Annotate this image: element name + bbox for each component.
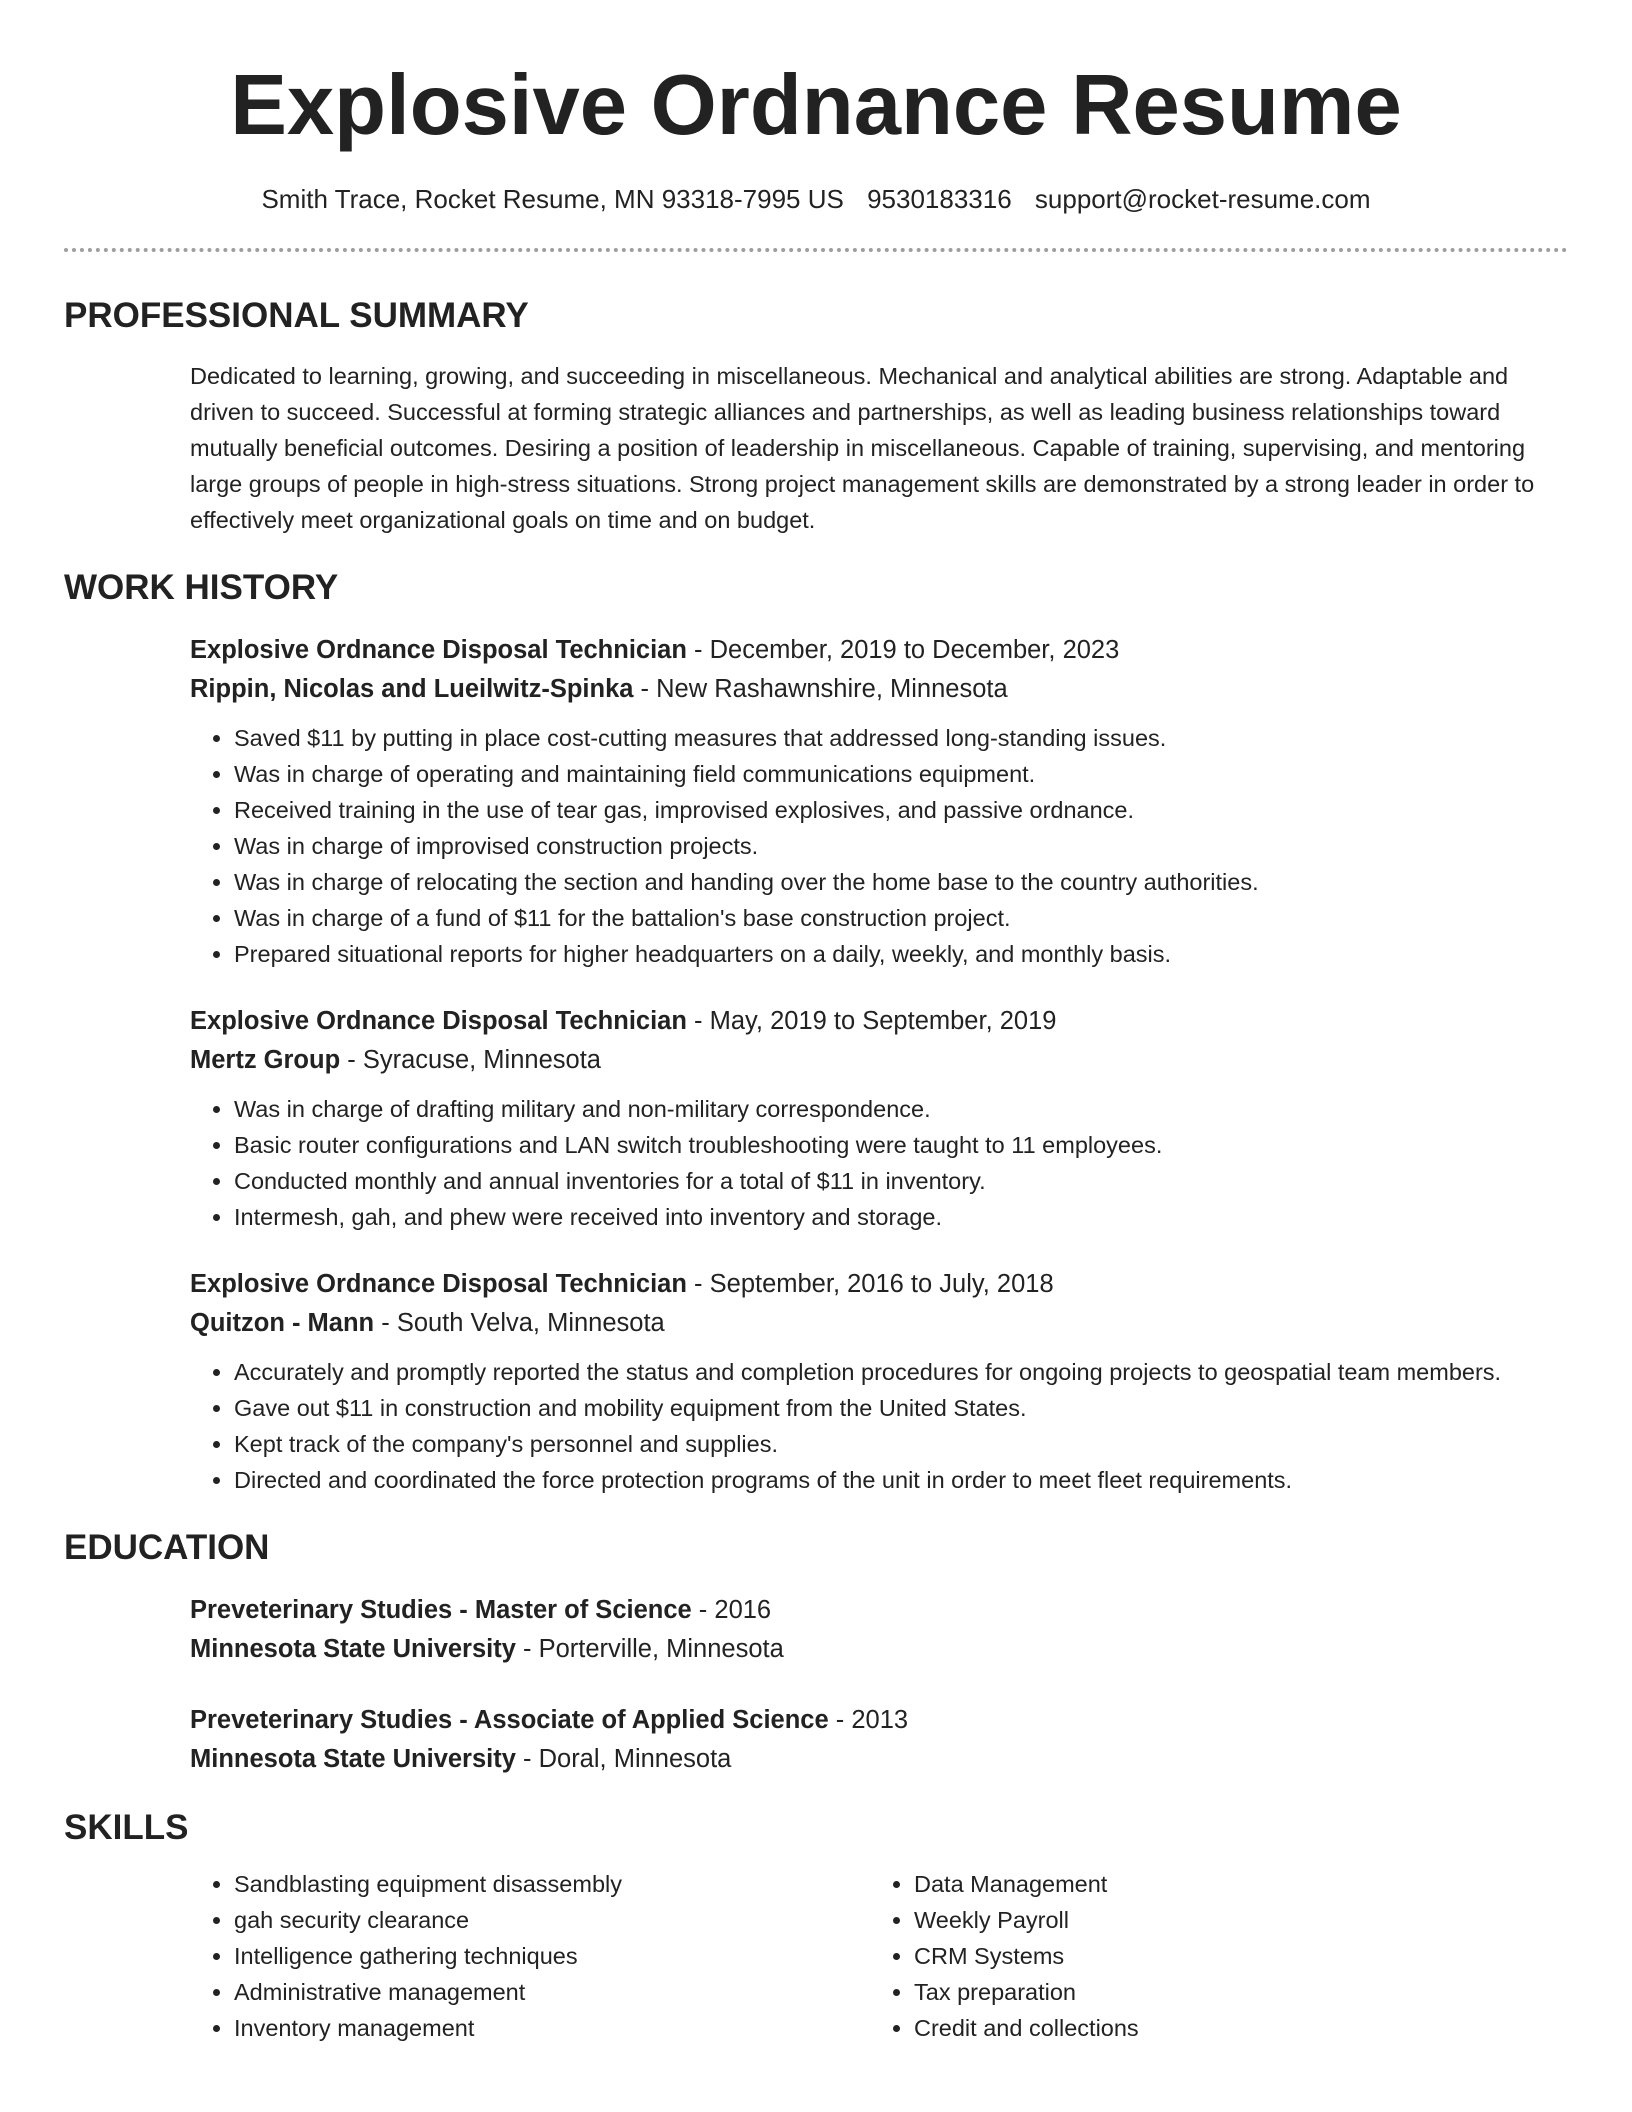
job-entry [190,631,1568,972]
skills-list-left [190,1866,870,2046]
education-entry [190,1591,1568,1668]
education-location: Porterville, Minnesota [538,1634,784,1663]
list-item: • Data Management [914,1866,1550,1902]
job-title: Explosive Ordnance Disposal Technician [190,1270,687,1298]
contact-email: support@rocket-resume.com [1034,184,1371,214]
job-entry [190,1265,1568,1498]
resume-title: Explosive Ordnance Resume [230,58,1402,153]
job-location: New Rashawnshire, Minnesota [656,674,1008,703]
education-year: 2016 [714,1596,772,1624]
list-item: • Directed and coordinated the force protection programs of the unit in order to meet fleet requirements. [234,1462,1568,1498]
contact-address: Smith Trace, Rocket Resume, MN 93318-7995 US [261,184,844,214]
education-degree-line: Preveterinary Studies - Master of Science - 2016 [190,1596,772,1624]
job-company: Mertz Group [190,1045,341,1074]
education-school: Minnesota State University [190,1634,516,1663]
list-item: • Inventory management [234,2010,870,2046]
list-item: • Intermesh, gah, and phew were received into inventory and storage. [234,1199,1568,1235]
job-dates: May, 2019 to September, 2019 [709,1007,1057,1035]
skills-section [190,1866,1568,2046]
list-item: • Gave out $11 in construction and mobility equipment from the United States. [234,1390,1568,1426]
list-item: • Basic router configurations and LAN switch troubleshooting were taught to 11 employees. [234,1127,1568,1163]
education-year: 2013 [851,1706,909,1734]
job-company-line: Mertz Group - Syracuse, Minnesota [190,1045,601,1074]
list-item: • Was in charge of relocating the section and handing over the home base to the country authorities. [234,864,1568,900]
education-school: Minnesota State University [190,1744,516,1773]
list-item: • Administrative management [234,1974,870,2010]
contact-phone: 9530183316 [867,184,1012,214]
list-item: • Conducted monthly and annual inventories for a total of $11 in inventory. [234,1163,1568,1199]
job-dates: September, 2016 to July, 2018 [709,1270,1054,1298]
list-item: • Tax preparation [914,1974,1550,2010]
list-item: • Intelligence gathering techniques [234,1938,870,1974]
list-item: • Was in charge of improvised construction projects. [234,828,1568,864]
skills-list-right [870,1866,1550,2046]
summary-text: Dedicated to learning, growing, and succeeding in miscellaneous. Mechanical and analytical abilities are strong. Adaptable and driven to succeed. Successful at forming strategic alliances and partnerships, as well as leading business relationships toward mutually beneficial outcomes. Desiring a position of leadership in miscellaneous. Capable of training, supervising, and mentoring large groups of people in high-stress situations. Strong project management skills are demonstrated by a strong leader in order to effectively meet organizational goals on time and on budget. [190,363,1535,533]
job-company-line: Quitzon - Mann - South Velva, Minnesota [190,1308,665,1337]
education-location: Doral, Minnesota [538,1744,732,1773]
job-title: Explosive Ordnance Disposal Technician [190,1007,687,1035]
list-item: • Kept track of the company's personnel and supplies. [234,1426,1568,1462]
job-entry [190,1002,1568,1235]
list-item: • Was in charge of operating and maintaining field communications equipment. [234,756,1568,792]
list-item: • Was in charge of drafting military and non-military correspondence. [234,1091,1568,1127]
list-item: • Credit and collections [914,2010,1550,2046]
list-item: • gah security clearance [234,1902,870,1938]
list-item: • Weekly Payroll [914,1902,1550,1938]
education-entry [190,1701,1568,1778]
contact-line [64,182,1568,216]
education-school-line: Minnesota State University - Doral, Minnesota [190,1744,732,1773]
job-location: South Velva, Minnesota [396,1308,665,1337]
list-item: • Received training in the use of tear gas, improvised explosives, and passive ordnance. [234,792,1568,828]
education-degree: Preveterinary Studies - Master of Science [190,1596,692,1624]
skills-column-right [870,1866,1550,2046]
job-title-line: Explosive Ordnance Disposal Technician - May, 2019 to September, 2019 [190,1007,1057,1035]
summary-heading: PROFESSIONAL SUMMARY [64,296,529,335]
list-item: • CRM Systems [914,1938,1550,1974]
job-bullets [190,1091,1568,1235]
skills-column-left [190,1866,870,2046]
job-bullets [190,720,1568,972]
job-title: Explosive Ordnance Disposal Technician [190,636,687,664]
list-item: • Saved $11 by putting in place cost-cutting measures that addressed long-standing issues. [234,720,1568,756]
job-company: Quitzon - Mann [190,1308,375,1337]
work-history-heading: WORK HISTORY [64,568,339,607]
list-item: • Sandblasting equipment disassembly [234,1866,870,1902]
header-divider [64,248,1568,252]
job-company: Rippin, Nicolas and Lueilwitz-Spinka [190,674,634,703]
summary-section [190,358,1568,538]
list-item: • Accurately and promptly reported the status and completion procedures for ongoing projects to geospatial team members. [234,1354,1568,1390]
job-title-line: Explosive Ordnance Disposal Technician - December, 2019 to December, 2023 [190,636,1120,664]
list-item: • Was in charge of a fund of $11 for the battalion's base construction project. [234,900,1568,936]
education-section [190,1591,1568,1778]
skills-heading: SKILLS [64,1808,189,1847]
job-title-line: Explosive Ordnance Disposal Technician - September, 2016 to July, 2018 [190,1270,1054,1298]
list-item: • Prepared situational reports for higher headquarters on a daily, weekly, and monthly basis. [234,936,1568,972]
work-history-section [190,631,1568,1498]
job-company-line: Rippin, Nicolas and Lueilwitz-Spinka - New Rashawnshire, Minnesota [190,674,1008,703]
job-location: Syracuse, Minnesota [362,1045,601,1074]
education-degree-line: Preveterinary Studies - Associate of Applied Science - 2013 [190,1706,909,1734]
education-school-line: Minnesota State University - Porterville, Minnesota [190,1634,784,1663]
education-degree: Preveterinary Studies - Associate of Applied Science [190,1706,829,1734]
education-heading: EDUCATION [64,1528,270,1567]
job-bullets [190,1354,1568,1498]
job-dates: December, 2019 to December, 2023 [709,636,1120,664]
